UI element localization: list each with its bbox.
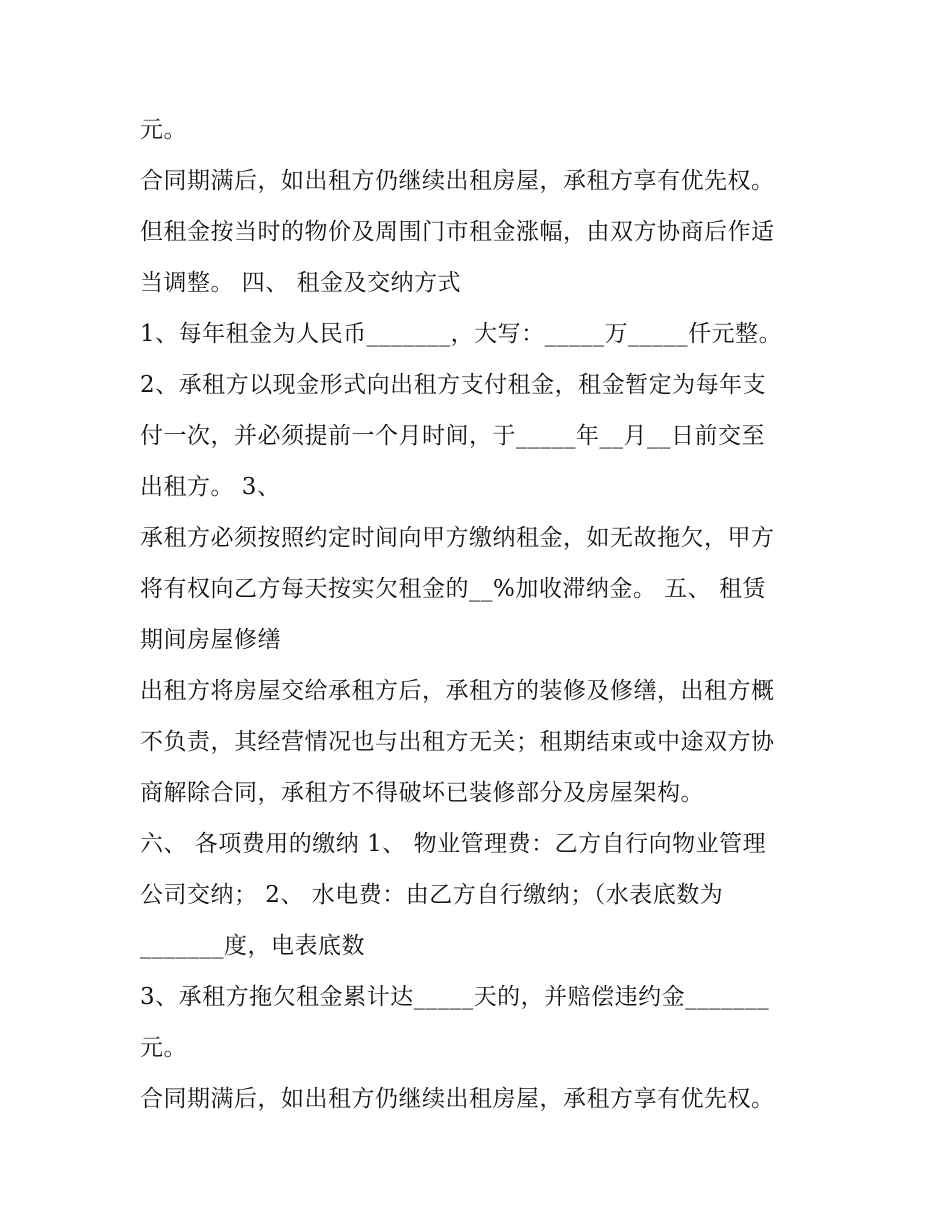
text-line: 出租方。 3、 xyxy=(140,474,281,500)
text-line: 但租金按当时的物价及周围门市租金涨幅，由双方协商后作适 xyxy=(140,219,775,245)
section-heading-line: 六、 各项费用的缴纳 1、 物业管理费：乙方自行向物业管理 xyxy=(140,831,767,857)
text-line: 付一次，并必须提前一个月时间，于_____年__月__日前交至 xyxy=(140,423,765,449)
section-heading-line: 当调整。 四、 租金及交纳方式 xyxy=(140,270,462,296)
text-line: 不负责，其经营情况也与出租方无关；租期结束或中途双方协 xyxy=(140,729,775,755)
text-line: 1、每年租金为人民币_______，大写：_____万_____仟元整。 xyxy=(140,321,783,347)
text-line: 元。 xyxy=(140,117,187,143)
text-line: 3、承租方拖欠租金累计达_____天的，并赔偿违约金_______ xyxy=(140,984,770,1010)
text-line: 商解除合同，承租方不得破坏已装修部分及房屋架构。 xyxy=(140,780,704,806)
text-line: 出租方将房屋交给承租方后，承租方的装修及修缮，出租方概 xyxy=(140,678,775,704)
text-line: 元。 xyxy=(140,1035,187,1061)
text-line: 将有权向乙方每天按实欠租金的__%加收滞纳金。 五、 租赁 xyxy=(140,576,766,602)
text-line: 2、承租方以现金形式向出租方支付租金，租金暂定为每年支 xyxy=(140,372,767,398)
section-heading-line: 期间房屋修缮 xyxy=(140,627,281,653)
text-line: _______度，电表底数 xyxy=(140,933,365,959)
text-line: 承租方必须按照约定时间向甲方缴纳租金，如无故拖欠，甲方 xyxy=(140,525,775,551)
text-line: 公司交纳； 2、 水电费：由乙方自行缴纳；（水表底数为 xyxy=(140,882,724,908)
text-line: 合同期满后，如出租方仍继续出租房屋，承租方享有优先权。 xyxy=(140,168,775,194)
text-line: 合同期满后，如出租方仍继续出租房屋，承租方享有优先权。 xyxy=(140,1086,775,1112)
